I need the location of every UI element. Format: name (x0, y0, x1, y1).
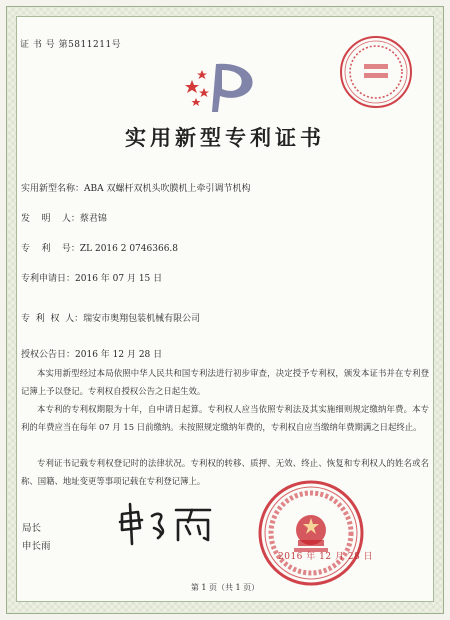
signatory-name: 申长雨 (22, 541, 51, 552)
patent-number-value: ZL 2016 2 0746366.8 (79, 244, 179, 254)
patentee-row (21, 311, 200, 324)
paragraph-term-and-fees: 本专利的专利权期限为十年，自申请日起算。专利权人应当依照专利法及其实施细则规定缴纳年费。本专利的年费应当在每年 07 月 15 日前缴纳。未按照规定缴纳年费的，专利权自应当缴纳年费期满之日起终止。 (21, 404, 429, 432)
inventor-label: 发 明 人： (21, 214, 80, 224)
paragraph-grant: 本实用新型经过本局依照中华人民共和国专利法进行初步审查，决定授予专利权，颁发本证书并在专利登记簿上予以登记。专利权自授权公告之日起生效。 (21, 368, 429, 396)
certificate-number: 证 书 号 第5811211号 (20, 40, 122, 50)
signatory-block (22, 520, 51, 556)
grant-date-label: 授权公告日： (21, 350, 76, 360)
patent-number-row (21, 241, 178, 254)
handwritten-signature (112, 498, 222, 548)
patent-number-label: 专 利 号： (21, 244, 80, 254)
filing-date-row (21, 271, 162, 284)
intellectual-property-office-seal-icon (256, 478, 366, 588)
inventor-value: 蔡君锦 (79, 214, 107, 224)
utility-model-name-value: ABA 双螺杆双机头吹膜机上牵引调节机构 (84, 184, 251, 194)
grant-date-row (21, 347, 162, 360)
filing-date-value: 2016 年 07 月 15 日 (75, 274, 163, 284)
patent-seal-stamp-icon (338, 34, 414, 110)
paragraph-legal-status: 专利证书记载专利权登记时的法律状况。专利权的转移、质押、无效、终止、恢复和专利权人的姓名或名称、国籍、地址变更等事项记载在专利登记簿上。 (21, 458, 429, 486)
grant-date-value: 2016 年 12 月 28 日 (75, 350, 163, 360)
signatory-title: 局长 (22, 523, 42, 534)
inventor-row (21, 211, 107, 224)
page-footer: 第 1 页（共 1 页） (190, 583, 260, 592)
certificate-title: 实用新型专利证书 (125, 125, 325, 150)
utility-model-name-label: 实用新型名称： (21, 184, 85, 194)
patent-office-logo-icon (178, 58, 268, 116)
patentee-value: 瑞安市奥翔包装机械有限公司 (83, 314, 201, 324)
seal-date: 2016 年 12 月 28 日 (278, 552, 374, 562)
patentee-label: 专 利 权 人： (21, 314, 84, 324)
filing-date-label: 专利申请日： (21, 274, 76, 284)
utility-model-name-row (21, 181, 251, 194)
